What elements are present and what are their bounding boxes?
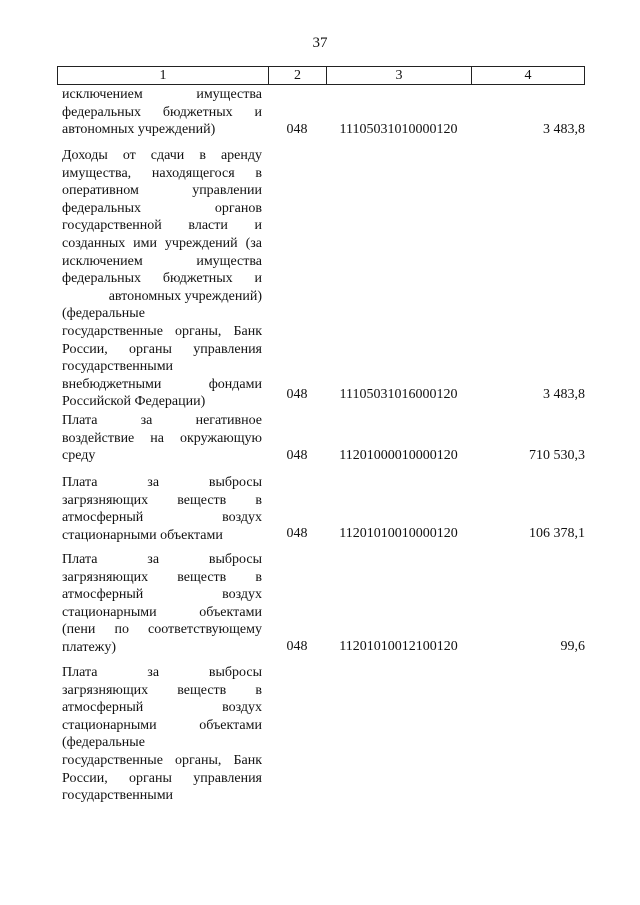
table-header xyxy=(57,66,585,85)
row-description: Доходы от сдачи в аренду имущества, находящегося в оперативном управлении федеральных органов государственной власти и созданных ими учреждений (за исключением имущества федеральных бюджетных и автономных учреждений) (федеральные государственные органы, Банк России, органы управления государственными внебюджетными фондами Российской Федерации) xyxy=(62,148,262,410)
header-col-1: 1 xyxy=(159,68,167,83)
row-description: Плата за негативное воздействие на окружающую среду xyxy=(62,413,262,464)
row-code: 048 xyxy=(286,639,308,654)
row-description: исключением имущества федеральных бюджетных и автономных учреждений) xyxy=(62,87,262,138)
row-description: Плата за выбросы загрязняющих веществ в атмосферный воздух стационарными объектами (федеральные государственные органы, Банк России, органы управления государственными xyxy=(62,665,262,804)
row-code: 048 xyxy=(286,122,308,137)
row-kbk: 11201010012100120 xyxy=(339,639,458,654)
row-kbk: 11201000010000120 xyxy=(339,448,458,463)
row-kbk: 11105031016000120 xyxy=(339,387,458,402)
row-amount: 99,6 xyxy=(560,639,585,654)
page-number: 37 xyxy=(312,35,328,51)
header-col-3: 3 xyxy=(326,67,471,84)
row-kbk: 11201010010000120 xyxy=(339,526,458,541)
row-description: Плата за выбросы загрязняющих веществ в атмосферный воздух стационарными объектами xyxy=(62,475,262,543)
header-col-2: 2 xyxy=(268,67,326,84)
row-code: 048 xyxy=(286,448,308,463)
row-code: 048 xyxy=(286,387,308,402)
row-amount: 106 378,1 xyxy=(529,526,585,541)
header-col-4: 4 xyxy=(471,67,584,84)
row-amount: 3 483,8 xyxy=(543,122,585,137)
row-amount: 3 483,8 xyxy=(543,387,585,402)
row-amount: 710 530,3 xyxy=(529,448,585,463)
row-code: 048 xyxy=(286,526,308,541)
row-kbk: 11105031010000120 xyxy=(339,122,458,137)
row-description: Плата за выбросы загрязняющих веществ в атмосферный воздух стационарными объектами (пени по соответствующему платежу) xyxy=(62,552,262,655)
